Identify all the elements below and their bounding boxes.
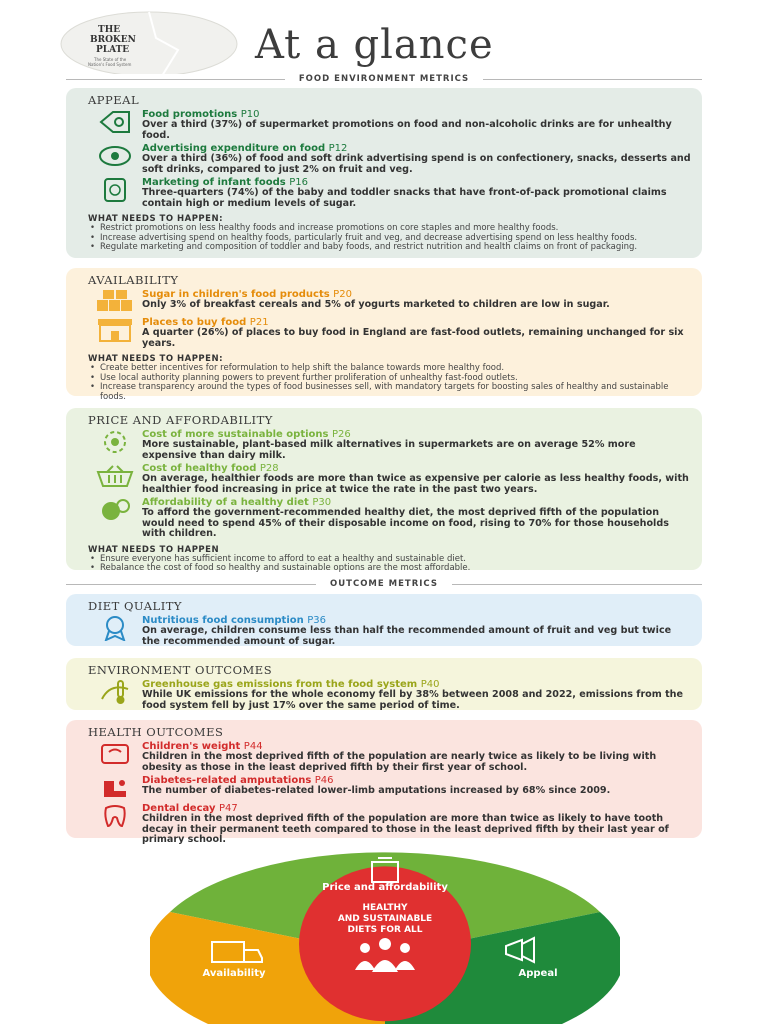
scale-icon [98, 743, 132, 765]
metric-childrens-weight [88, 741, 692, 773]
metric-text: While UK emissions for the whole economy fell by 38% between 2008 and 2022, emissions from the food system fell by just 17% over the same period of time. [142, 689, 684, 711]
shop-icon [95, 317, 135, 343]
svg-text:THE: THE [98, 25, 121, 35]
amputation-icon [98, 777, 132, 799]
page-ref: P21 [249, 317, 269, 328]
metric-title: Marketing of infant foods [142, 177, 286, 188]
metric-title: Places to buy food [142, 317, 247, 328]
needs-list [88, 555, 692, 574]
food-environment-divider [66, 72, 702, 86]
svg-text:The State of the: The State of the [94, 57, 127, 62]
metric-nutritious-food [88, 615, 692, 647]
metric-title: Children's weight [142, 741, 241, 752]
page-ref: P28 [259, 463, 279, 474]
metric-text: More sustainable, plant-based milk alternatives in supermarkets are on average 52% more expensive than dairy milk. [142, 439, 636, 461]
appeal-label: Appeal [518, 968, 558, 979]
availability-card [66, 268, 702, 402]
svg-text:BROKEN: BROKEN [90, 35, 136, 45]
page-ref: P30 [312, 497, 332, 508]
health-card [66, 720, 702, 845]
page-ref: P16 [289, 177, 308, 188]
metric-title: Affordability of a healthy diet [142, 497, 309, 508]
page-ref: P26 [331, 429, 351, 440]
metric-sustainable-cost [88, 429, 692, 461]
svg-text:PLATE: PLATE [96, 45, 130, 55]
needs-title: WHAT NEEDS TO HAPPEN [88, 544, 220, 555]
infant-food-icon [101, 177, 129, 203]
price-title: PRICE AND AFFORDABILITY [88, 413, 273, 427]
price-card [66, 408, 702, 573]
divider-label: FOOD ENVIRONMENT METRICS [298, 74, 470, 84]
metric-title: Advertising expenditure on food [142, 143, 326, 154]
health-title: HEALTH OUTCOMES [88, 725, 224, 739]
healthy-diets-wheel [150, 852, 620, 1024]
environment-title: ENVIRONMENT OUTCOMES [88, 663, 273, 677]
metric-text: To afford the government-recommended healthy diet, the most deprived fifth of the population would need to spend 45% of their disposable income on food, rising to 70% for those households with children. [142, 507, 669, 539]
metric-text: Children in the most deprived fifth of the population are nearly twice as likely to be living with obesity as those in the least deprived fifth by their first year of school. [142, 751, 657, 773]
page-ref: P47 [218, 803, 238, 814]
metric-dental-decay [88, 803, 692, 846]
availability-label: Availability [202, 968, 266, 979]
needs-list [88, 224, 692, 253]
advertising-icon [97, 144, 133, 168]
list-item: • Increase advertising spend on healthy foods, particularly fruit and veg, and decrease advertising spend on less healthy foods. [88, 234, 692, 244]
page-ref: P10 [240, 109, 260, 120]
metric-food-promotions [88, 109, 692, 141]
metric-text: Over a third (36%) of food and soft drink advertising spend is on confectionery, snacks, desserts and soft drinks, compared to just 2% on fruit and veg. [142, 153, 691, 175]
metric-text: Only 3% of breakfast cereals and 5% of yogurts marketed to children are low in sugar. [142, 299, 610, 310]
metric-text: Three-quarters (74%) of the baby and toddler snacks that have front-of-pack promotional claims contain high or medium levels of sugar. [142, 187, 667, 209]
metric-text: Over a third (37%) of supermarket promotions on food and non-alcoholic drinks are for unhealthy food. [142, 119, 672, 141]
metric-title: Greenhouse gas emissions from the food system [142, 679, 418, 690]
needs-title: WHAT NEEDS TO HAPPEN: [88, 354, 223, 364]
metric-healthy-food-cost [88, 463, 692, 495]
promotion-icon [97, 110, 133, 134]
list-item: • Increase transparency around the types of food businesses sell, with mandatory targets for boosting sales of healthy and sustainable foods. [88, 383, 692, 402]
list-item: • Rebalance the cost of food so healthy and sustainable options are the most affordable. [88, 564, 692, 574]
availability-title: AVAILABILITY [88, 273, 179, 287]
list-item: • Create better incentives for reformulation to help shift the balance towards more healthy food. [88, 364, 692, 374]
center-line-3: DIETS FOR ALL [347, 925, 423, 935]
metric-text: The number of diabetes-related lower-limb amputations increased by 68% since 2009. [142, 785, 611, 796]
metric-emissions [88, 679, 692, 711]
center-line-1: HEALTHY [362, 903, 408, 913]
basket-icon [95, 464, 135, 488]
metric-amputations [88, 775, 692, 801]
metric-title: Dental decay [142, 803, 216, 814]
diet-title: DIET QUALITY [88, 599, 182, 613]
thermometer-icon [98, 679, 132, 705]
list-item: • Ensure everyone has sufficient income to afford to eat a healthy and sustainable diet. [88, 555, 692, 565]
page-ref: P44 [243, 741, 263, 752]
diet-quality-card [66, 594, 702, 646]
metric-title: Sugar in children's food products [142, 289, 330, 300]
page-ref: P12 [328, 143, 348, 154]
metric-text: On average, children consume less than half the recommended amount of fruit and veg but twice the recommended amount of sugar. [142, 625, 672, 647]
list-item: • Restrict promotions on less healthy foods and increase promotions on core staples and more healthy foods. [88, 224, 692, 234]
page-ref: P40 [420, 679, 440, 690]
divider-label: OUTCOME METRICS [330, 579, 438, 589]
sugar-cubes-icon [95, 290, 135, 314]
page-ref: P20 [333, 289, 352, 300]
page-ref: P36 [307, 615, 327, 626]
list-item: • Regulate marketing and composition of toddler and baby foods, and restrict nutrition and health claims on front of packaging. [88, 243, 692, 253]
list-item: • Use local authority planning powers to prevent further proliferation of unhealthy fast-food outlets. [88, 374, 692, 384]
appeal-title: APPEAL [88, 93, 140, 107]
award-icon [98, 615, 132, 641]
page-title: At a glance [255, 22, 494, 68]
metric-title: Diabetes-related amputations [142, 775, 312, 786]
needs-title: WHAT NEEDS TO HAPPEN: [88, 214, 223, 224]
metric-advertising [88, 143, 692, 175]
affordability-icon [98, 497, 132, 523]
needs-list [88, 364, 692, 402]
svg-text:Nation's Food System: Nation's Food System [88, 62, 132, 67]
metric-title: Cost of more sustainable options [142, 429, 329, 440]
metric-text: On average, healthier foods are more than twice as expensive per calorie as less healthy foods, with healthier food increasing in price at twice the rate in the past two years. [142, 473, 689, 495]
metric-text: Children in the most deprived fifth of the population are more than twice as likely to have tooth decay in their permanent teeth compared to those in the least deprived fifth by their last year of primary school. [142, 813, 669, 845]
metric-healthy-diet-affordability [88, 497, 692, 540]
tooth-icon [100, 804, 130, 828]
outcome-divider [66, 577, 702, 591]
metric-title: Food promotions [142, 109, 238, 120]
header [0, 0, 768, 80]
metric-places-to-buy [88, 317, 692, 349]
metric-title: Nutritious food consumption [142, 615, 304, 626]
broken-plate-logo [58, 10, 240, 74]
page-ref: P46 [314, 775, 334, 786]
metric-sugar [88, 289, 692, 315]
metric-infant-foods [88, 177, 692, 209]
price-label: Price and affordability [322, 882, 448, 893]
metric-title: Cost of healthy food [142, 463, 257, 474]
environment-card [66, 658, 702, 710]
center-line-2: AND SUSTAINABLE [337, 914, 433, 924]
sustainable-icon [98, 430, 132, 454]
metric-text: A quarter (26%) of places to buy food in England are fast-food outlets, remaining unchanged for six years. [142, 327, 684, 349]
appeal-card [66, 88, 702, 258]
